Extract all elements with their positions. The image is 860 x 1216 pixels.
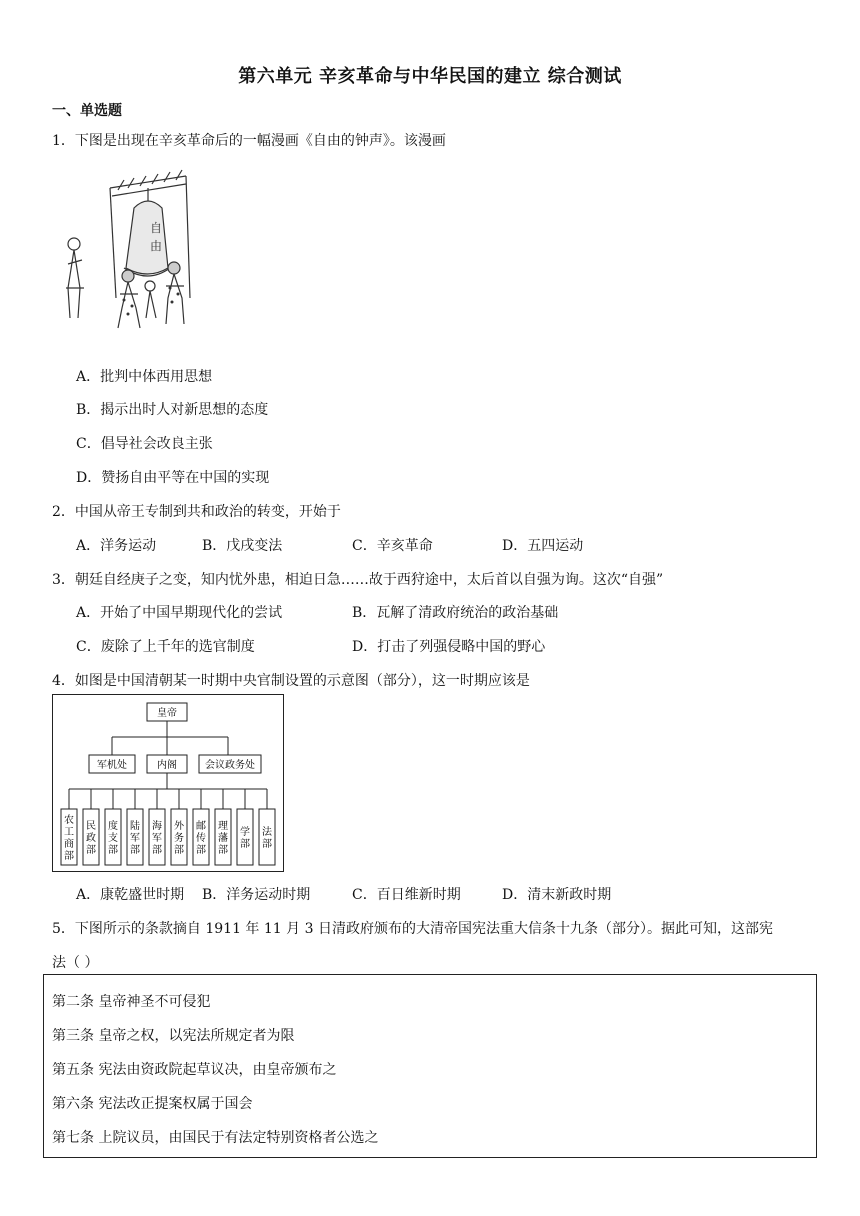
bell-char-1: 自 <box>150 221 163 235</box>
chart-dept-8: 学部 <box>240 827 250 850</box>
chart-emperor: 皇帝 <box>157 708 177 719</box>
cartoon-drawing <box>58 168 198 338</box>
constitution-provisions-box <box>43 974 817 1158</box>
q4-option-d[interactable]: D．清末新政时期 <box>502 887 612 903</box>
provision-article-5: 第五条 宪法由资政院起草议决，由皇帝颁布之 <box>52 1062 337 1078</box>
section-heading: 一、单选题 <box>52 103 122 119</box>
provision-article-3: 第三条 皇帝之权，以宪法所规定者为限 <box>52 1028 295 1044</box>
chart-dept-4: 海军部 <box>152 821 162 856</box>
chart-dept-7: 理藩部 <box>218 821 228 856</box>
q4-option-c[interactable]: C．百日维新时期 <box>352 887 461 903</box>
q2-option-d[interactable]: D．五四运动 <box>502 538 584 554</box>
q3-option-b[interactable]: B．瓦解了清政府统治的政治基础 <box>352 605 559 621</box>
q4-option-b[interactable]: B．洋务运动时期 <box>202 887 311 903</box>
q1-option-b[interactable]: B．揭示出时人对新思想的态度 <box>76 402 269 418</box>
question-3-stem: 3．朝廷自经庚子之变，知内忧外患，相迫日急……故于西狩途中，太后首以自强为询。这次“自强” <box>52 572 664 588</box>
question-1-stem: 1．下图是出现在辛亥革命后的一幅漫画《自由的钟声》。该漫画 <box>52 133 446 149</box>
q1-option-a[interactable]: A．批判中体西用思想 <box>76 369 213 385</box>
chart-dept-9: 法部 <box>262 827 272 850</box>
chart-dept-0: 农工商部 <box>64 815 74 862</box>
chart-dept-2: 度支部 <box>108 821 118 856</box>
org-chart-diagram <box>53 695 283 871</box>
liberty-bell-cartoon <box>58 168 198 338</box>
question-2-stem: 2．中国从帝王专制到共和政治的转变，开始于 <box>52 504 341 520</box>
chart-grand-council: 军机处 <box>97 760 127 771</box>
bell-char-2: 由 <box>150 239 163 253</box>
provision-article-2: 第二条 皇帝神圣不可侵犯 <box>52 994 211 1010</box>
question-4-stem: 4．如图是中国清朝某一时期中央官制设置的示意图（部分），这一时期应该是 <box>52 673 530 689</box>
provision-article-6: 第六条 宪法改正提案权属于国会 <box>52 1096 253 1112</box>
chart-dept-1: 民政部 <box>86 821 96 856</box>
qing-central-government-chart <box>52 694 284 872</box>
chart-political-affairs-office: 会议政务处 <box>205 760 255 771</box>
chart-dept-5: 外务部 <box>174 821 184 856</box>
q2-option-a[interactable]: A．洋务运动 <box>76 538 157 554</box>
chart-dept-6: 邮传部 <box>196 821 206 856</box>
q3-option-a[interactable]: A．开始了中国早期现代化的尝试 <box>76 605 283 621</box>
q1-option-c[interactable]: C．倡导社会改良主张 <box>76 436 213 452</box>
question-5-stem-line1: 5．下图所示的条款摘自 1911 年 11 月 3 日清政府颁布的大清帝国宪法重大信条十九条（部分）。据此可知，这部宪 <box>52 921 773 937</box>
chart-dept-3: 陆军部 <box>130 821 140 856</box>
q4-option-a[interactable]: A．康乾盛世时期 <box>76 887 185 903</box>
q1-option-d[interactable]: D．赞扬自由平等在中国的实现 <box>76 470 270 486</box>
question-5-stem-line2: 法（ ） <box>52 955 99 971</box>
page-title: 第六单元 辛亥革命与中华民国的建立 综合测试 <box>238 66 622 87</box>
q3-option-c[interactable]: C．废除了上千年的选官制度 <box>76 639 255 655</box>
provision-article-7: 第七条 上院议员，由国民于有法定特别资格者公选之 <box>52 1130 379 1146</box>
q3-option-d[interactable]: D．打击了列强侵略中国的野心 <box>352 639 546 655</box>
q2-option-b[interactable]: B．戊戌变法 <box>202 538 283 554</box>
q2-option-c[interactable]: C．辛亥革命 <box>352 538 433 554</box>
chart-cabinet: 内阁 <box>157 760 177 771</box>
